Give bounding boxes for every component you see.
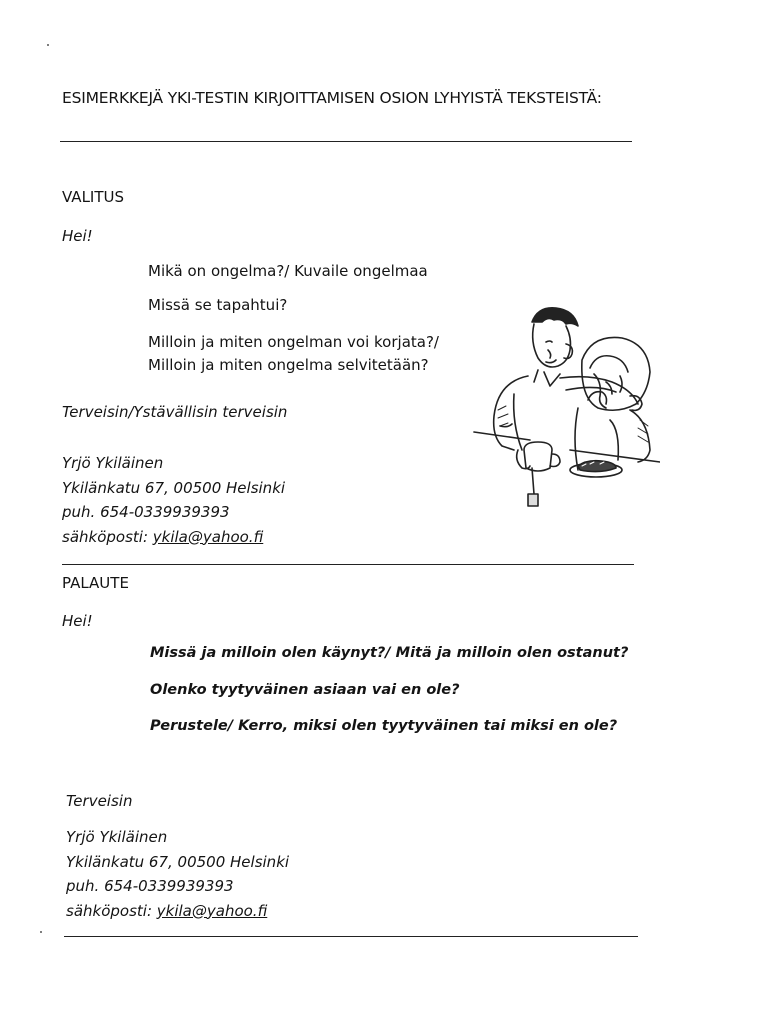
page-title: ESIMERKKEJÄ YKI-TESTIN KIRJOITTAMISEN OSION LYHYISTÄ TEKSTEISTÄ: bbox=[62, 89, 602, 107]
divider-bottom bbox=[64, 936, 638, 937]
signature-phone: puh. 654-0339939393 bbox=[62, 503, 230, 521]
scan-speck bbox=[40, 931, 42, 933]
signature-phone: puh. 654-0339939393 bbox=[66, 877, 234, 895]
section-heading-valitus: VALITUS bbox=[62, 188, 125, 206]
signature-name: Yrjö Ykiläinen bbox=[66, 828, 168, 846]
signature-name: Yrjö Ykiläinen bbox=[62, 454, 164, 472]
signature-block-valitus bbox=[62, 451, 285, 549]
palaute-question-3: Perustele/ Kerro, miksi olen tyytyväinen tai miksi en ole? bbox=[150, 718, 618, 734]
scan-speck bbox=[47, 44, 49, 46]
signature-address: Ykilänkatu 67, 00500 Helsinki bbox=[62, 478, 286, 497]
section-heading-palaute: PALAUTE bbox=[62, 574, 129, 592]
comforting-couple-illustration bbox=[470, 300, 660, 515]
palaute-question-1: Missä ja milloin olen käynyt?/ Mitä ja milloin olen ostanut? bbox=[150, 645, 629, 661]
signature-address: Ykilänkatu 67, 00500 Helsinki bbox=[66, 852, 290, 871]
valitus-question-3: Milloin ja miten ongelman voi korjata?/ bbox=[148, 333, 439, 351]
valitus-question-1: Mikä on ongelma?/ Kuvaile ongelmaa bbox=[148, 262, 428, 280]
greeting-valitus: Hei! bbox=[62, 227, 93, 245]
closing-palaute: Terveisin bbox=[66, 792, 133, 810]
signature-email-label: sähköposti: bbox=[66, 901, 152, 920]
divider-top bbox=[60, 141, 632, 142]
palaute-question-2: Olenko tyytyväinen asiaan vai en ole? bbox=[150, 682, 460, 698]
greeting-palaute: Hei! bbox=[62, 612, 93, 630]
signature-block-palaute bbox=[66, 825, 289, 923]
valitus-question-2: Missä se tapahtui? bbox=[148, 296, 288, 314]
valitus-question-4: Milloin ja miten ongelma selvitetään? bbox=[148, 356, 429, 374]
signature-email-label: sähköposti: bbox=[62, 527, 148, 546]
signature-email-link[interactable]: ykila@yahoo.fi bbox=[152, 527, 264, 546]
divider-middle bbox=[62, 564, 634, 565]
signature-email-link[interactable]: ykila@yahoo.fi bbox=[156, 901, 268, 920]
closing-valitus: Terveisin/Ystävällisin terveisin bbox=[62, 403, 288, 421]
